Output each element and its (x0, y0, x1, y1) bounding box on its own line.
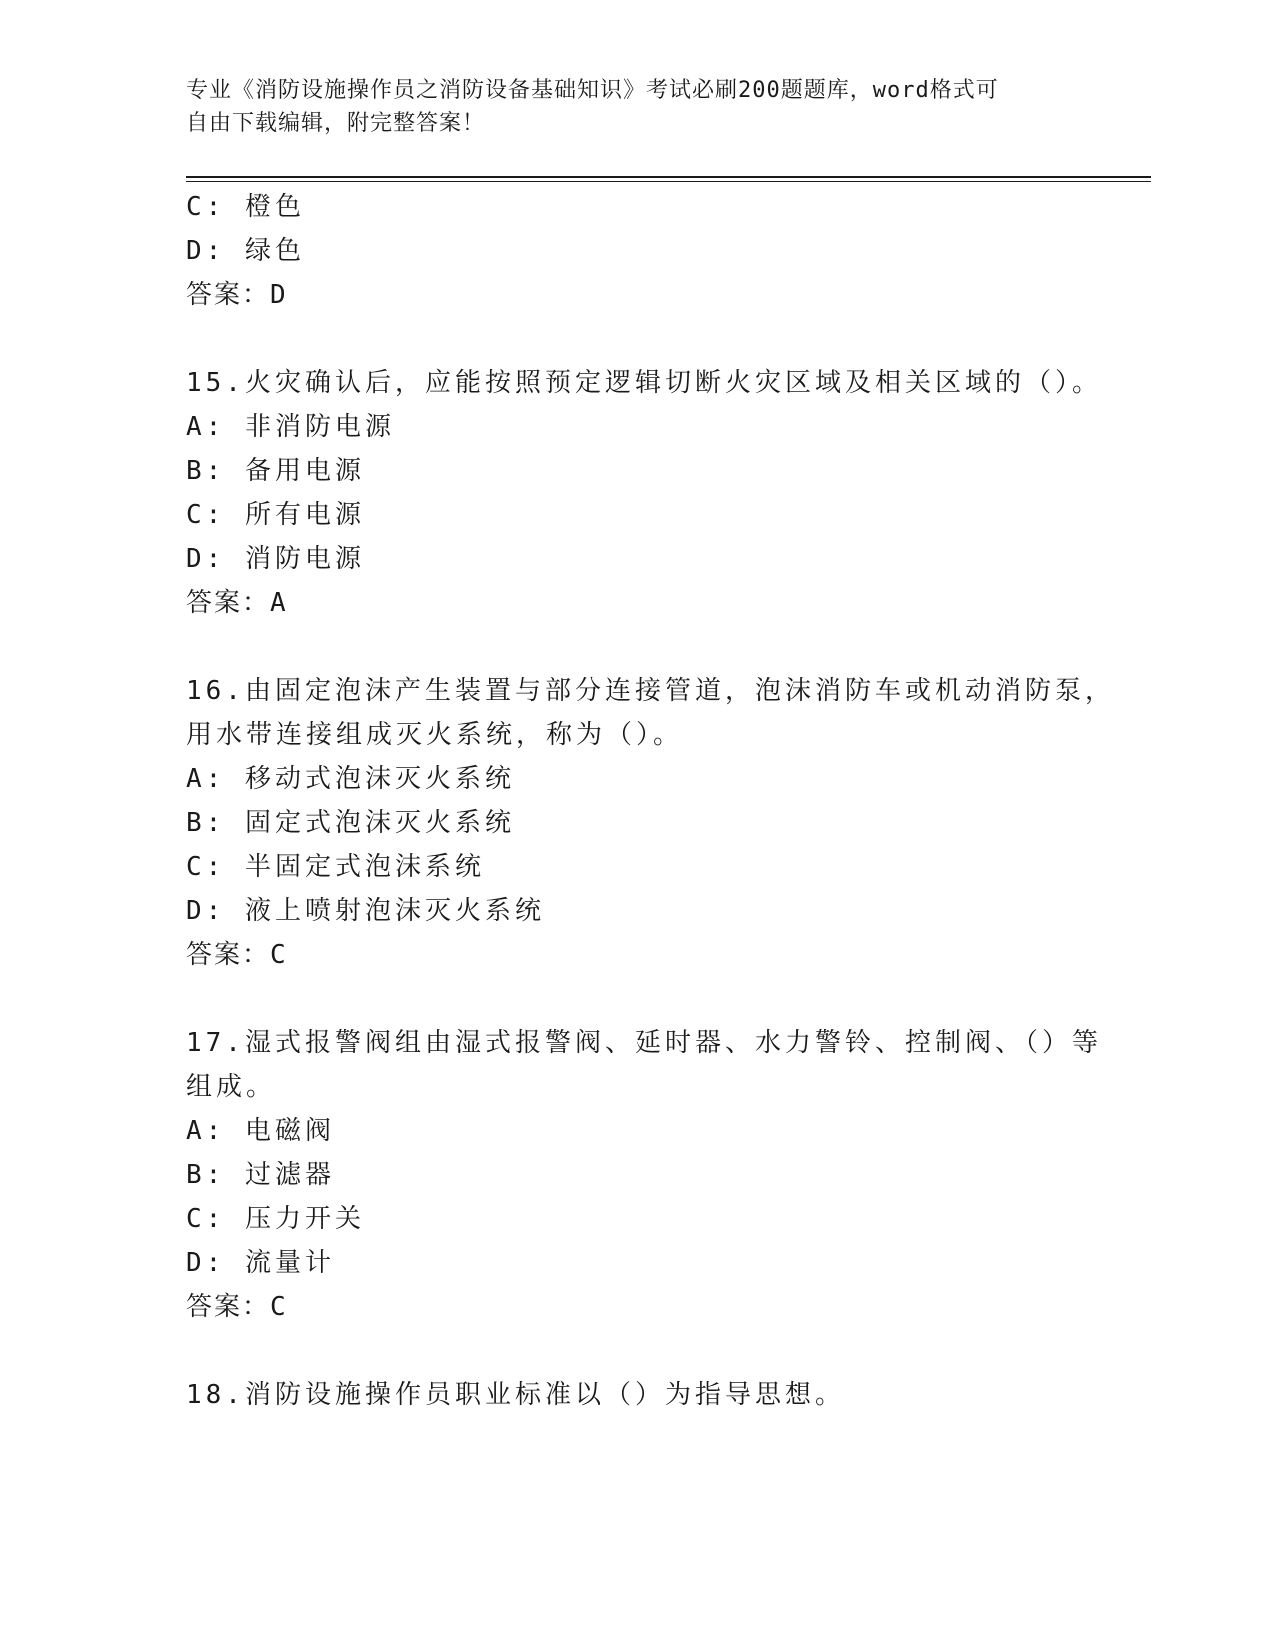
q15-option-b: B: 备用电源 (186, 456, 365, 486)
q17-option-d: D: 流量计 (186, 1248, 335, 1278)
document-header (186, 74, 1086, 140)
q17-answer: 答案：C (186, 1292, 288, 1322)
q16-option-c: C: 半固定式泡沫系统 (186, 852, 485, 882)
q16-option-b: B: 固定式泡沫灭火系统 (186, 808, 515, 838)
q16-answer: 答案：C (186, 940, 288, 970)
q15-option-d: D: 消防电源 (186, 544, 365, 574)
q17-question-line-1: 17.湿式报警阀组由湿式报警阀、延时器、水力警铃、控制阀、（）等 (186, 1028, 1102, 1058)
q14-answer: 答案：D (186, 280, 288, 310)
header-title-line-1: 专业《消防设施操作员之消防设备基础知识》考试必刷200题题库，word格式可 (186, 78, 999, 103)
q15-question: 15.火灾确认后，应能按照预定逻辑切断火灾区域及相关区域的（）。 (186, 368, 1102, 398)
q17-option-a: A: 电磁阀 (186, 1116, 335, 1146)
q17-option-c: C: 压力开关 (186, 1204, 365, 1234)
q15-option-a: A: 非消防电源 (186, 412, 395, 442)
q16-question-line-2: 用水带连接组成灭火系统，称为（）。 (186, 720, 684, 750)
q17-option-b: B: 过滤器 (186, 1160, 335, 1190)
header-divider-thin (186, 181, 1151, 182)
q15-answer: 答案：A (186, 588, 288, 618)
q15-option-c: C: 所有电源 (186, 500, 365, 530)
q16-option-a: A: 移动式泡沫灭火系统 (186, 764, 515, 794)
q14-option-d: D: 绿色 (186, 236, 305, 266)
header-title-line-2: 自由下载编辑，附完整答案！ (186, 111, 486, 136)
header-divider-thick (186, 176, 1151, 178)
q18-question: 18.消防设施操作员职业标准以（）为指导思想。 (186, 1380, 845, 1410)
q16-question-line-1: 16.由固定泡沫产生装置与部分连接管道，泡沫消防车或机动消防泵， (186, 676, 1115, 706)
q16-option-d: D: 液上喷射泡沫灭火系统 (186, 896, 545, 926)
q17-question-line-2: 组成。 (186, 1072, 277, 1102)
q14-option-c: C: 橙色 (186, 192, 305, 222)
